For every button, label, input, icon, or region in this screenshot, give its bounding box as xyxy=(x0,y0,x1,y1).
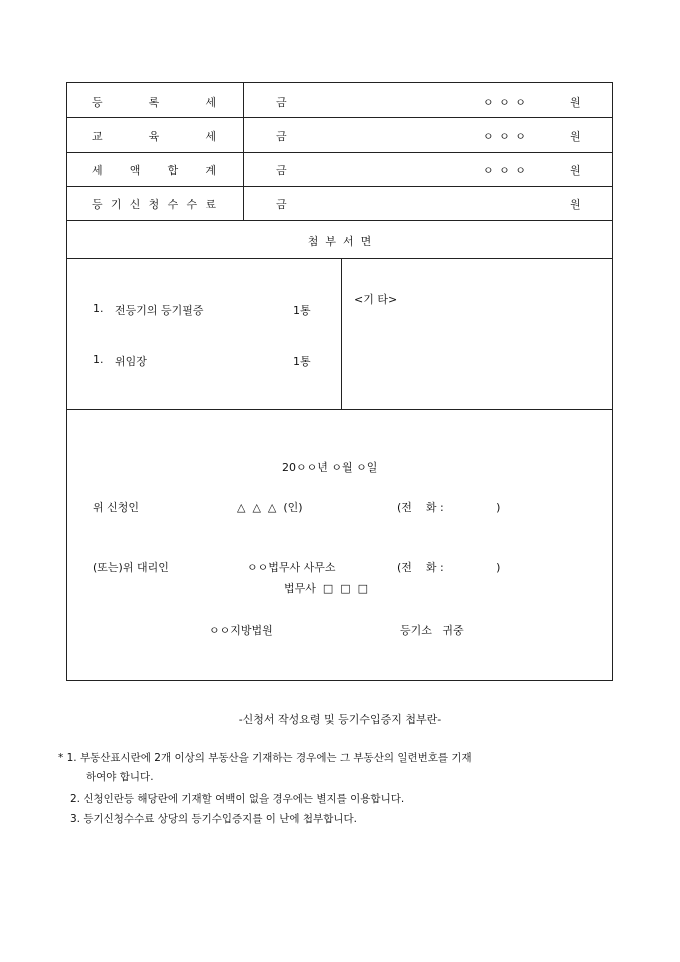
attachment-item-number: 1. xyxy=(93,353,104,366)
attachment-item-name: 전등기의 등기필증 xyxy=(115,304,204,317)
fee-label-tax-total: 세 액 합 계 xyxy=(92,164,216,177)
agent-label: (또는)위 대리인 xyxy=(93,561,169,574)
fee-label-application-fee: 등 기 신 청 수 수 료 xyxy=(92,198,216,211)
fee-prefix: 금 xyxy=(276,164,287,177)
fee-prefix: 금 xyxy=(276,96,287,109)
agent-office: ㅇㅇ법무사 사무소 xyxy=(247,561,336,574)
attachment-item-count: 1통 xyxy=(293,355,311,368)
agent-phone: (전 화 : ) xyxy=(397,561,501,574)
fee-column-divider xyxy=(243,83,244,220)
row-divider xyxy=(67,117,612,118)
fee-unit: 원 xyxy=(570,198,581,211)
instructions-title: -신청서 작성요령 및 등기수입증지 첩부란- xyxy=(238,713,442,726)
attachment-item-name: 위임장 xyxy=(115,355,147,368)
fee-amount: ㅇ ㅇ ㅇ xyxy=(483,96,527,109)
instruction-item: 하여야 합니다. xyxy=(86,771,154,783)
applicant-name: △ △ △ (인) xyxy=(237,501,303,514)
row-divider xyxy=(67,152,612,153)
fee-unit: 원 xyxy=(570,130,581,143)
application-date: 20ㅇㅇ년 ㅇ월 ㅇ일 xyxy=(282,461,378,474)
row-divider xyxy=(67,409,612,410)
fee-unit: 원 xyxy=(570,164,581,177)
instruction-item: * 1. 부동산표시란에 2개 이상의 부동산을 기재하는 경우에는 그 부동산의 일련번호를 기재 xyxy=(58,752,472,764)
attachment-item-count: 1통 xyxy=(293,304,311,317)
agent-name: 법무사 □ □ □ xyxy=(284,582,369,595)
fee-label-education-tax: 교 육 세 xyxy=(92,130,216,143)
application-form xyxy=(66,82,613,681)
instruction-item: 3. 등기신청수수료 상당의 등기수입증지를 이 난에 첩부합니다. xyxy=(70,813,357,825)
attachment-column-divider xyxy=(341,258,342,409)
applicant-label: 위 신청인 xyxy=(93,501,140,514)
court-name: ㅇㅇ지방법원 xyxy=(209,624,273,637)
instruction-item: 2. 신청인란등 해당란에 기재할 여백이 없을 경우에는 별지를 이용합니다. xyxy=(70,793,405,805)
fee-amount: ㅇ ㅇ ㅇ xyxy=(483,130,527,143)
fee-label-registration-tax: 등 록 세 xyxy=(92,96,216,109)
other-attachments-label: <기 타> xyxy=(354,293,398,306)
applicant-phone: (전 화 : ) xyxy=(397,501,501,514)
attachments-title: 첨 부 서 면 xyxy=(307,235,372,248)
fee-unit: 원 xyxy=(570,96,581,109)
fee-prefix: 금 xyxy=(276,130,287,143)
fee-prefix: 금 xyxy=(276,198,287,211)
attachment-item-number: 1. xyxy=(93,302,104,315)
fee-amount: ㅇ ㅇ ㅇ xyxy=(483,164,527,177)
row-divider xyxy=(67,186,612,187)
row-divider xyxy=(67,258,612,259)
row-divider xyxy=(67,220,612,221)
registry-office: 등기소 귀중 xyxy=(400,624,464,637)
